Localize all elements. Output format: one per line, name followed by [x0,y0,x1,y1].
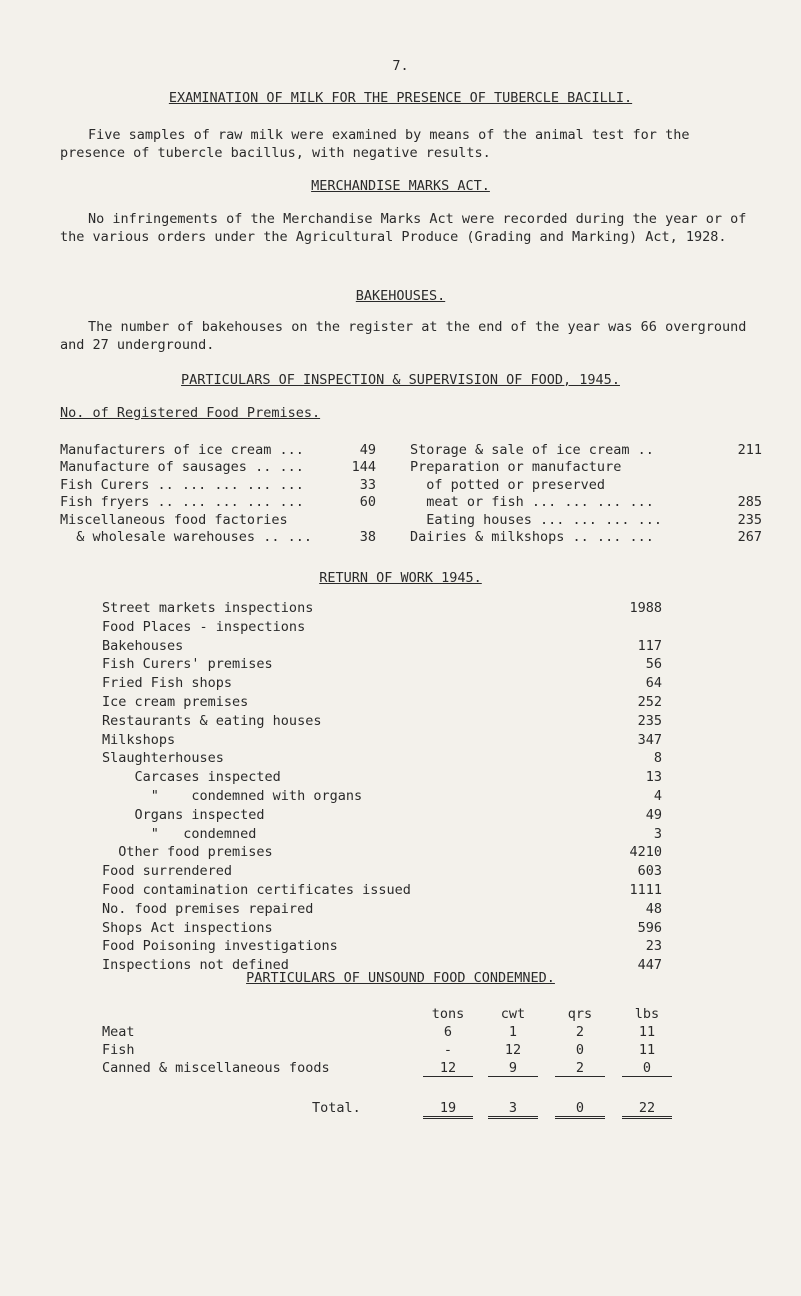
unsound-cell: 0 [575,1042,585,1058]
unsound-cell: 2 [555,1060,605,1077]
unsound-column-header: qrs [567,1006,593,1022]
right-premises-label: Preparation or manufacture [410,459,622,476]
work-row-label: Restaurants & eating houses [102,712,322,729]
left-premises-label: Manufacture of sausages .. ... [60,459,304,476]
return-of-work-heading: RETURN OF WORK 1945. [319,570,482,586]
work-row [102,920,662,938]
unsound-cell: 2 [575,1024,585,1040]
right-premises-label: Eating houses ... ... ... ... [410,511,662,528]
work-row [102,638,662,656]
work-row [102,844,662,862]
left-premises-label: Manufacturers of ice cream ... [60,442,304,458]
work-row [102,938,662,956]
right-premises-value: 235 [737,511,762,528]
work-row [102,901,662,919]
work-row-value: 235 [637,712,662,729]
merchandise-heading: MERCHANDISE MARKS ACT. [311,178,490,194]
work-row [102,713,662,731]
unsound-row-label: Meat [102,1024,135,1040]
left-premises-value: 49 [359,442,376,458]
work-row-label: Organs inspected [102,806,265,823]
unsound-cell: 12 [423,1060,473,1077]
unsound-cell: 1 [508,1024,518,1040]
left-premises-value: 144 [351,459,376,476]
work-row [102,675,662,693]
unsound-column-header: lbs [634,1006,660,1022]
work-row-label: Other food premises [102,844,273,861]
bakehouses-heading: BAKEHOUSES. [355,288,446,304]
work-row-label: " condemned [102,825,257,842]
right-premises-value: 211 [737,442,762,458]
unsound-total-cell: 22 [622,1100,672,1119]
unsound-food-heading: PARTICULARS OF UNSOUND FOOD CONDEMNED. [246,970,555,986]
work-row-label: Food Places - inspections [102,618,306,635]
unsound-cell: - [443,1042,453,1058]
work-row [102,600,662,618]
unsound-row-label: Fish [102,1042,135,1058]
work-row-value: 4210 [629,844,662,861]
work-row-value: 4 [653,788,662,804]
work-row-label: Inspections not defined [102,957,289,974]
work-row-label: No. food premises repaired [102,900,314,917]
unsound-cell: 0 [622,1060,672,1077]
registered-premises-subheading: No. of Registered Food Premises. [60,405,321,421]
work-row [102,826,662,844]
work-row-label: Food Poisoning investigations [102,938,338,955]
work-row-label: Fried Fish shops [102,675,233,692]
work-row [102,619,662,637]
work-row-value: 1111 [629,882,662,898]
left-premises-label: & wholesale warehouses .. ... [60,529,312,545]
particulars-heading: PARTICULARS OF INSPECTION & SUPERVISION OF FOOD, 1945. [181,372,620,388]
work-row-label: Food surrendered [102,863,233,880]
work-row-value: 23 [645,938,662,955]
work-row [102,882,662,900]
left-premises-value: 60 [359,494,376,511]
unsound-total-label: Total. [312,1100,361,1116]
work-row-value: 117 [637,637,662,654]
right-premises-label: of potted or preserved [410,476,606,493]
right-premises-label: meat or fish ... ... ... ... [410,494,654,511]
work-row-label: Slaughterhouses [102,750,224,767]
work-row-value: 603 [637,863,662,880]
work-row-value: 347 [637,731,662,748]
milk-heading: EXAMINATION OF MILK FOR THE PRESENCE OF TUBERCLE BACILLI. [168,90,633,106]
work-row-value: 49 [645,806,662,823]
left-premises-value: 38 [359,529,376,545]
work-row [102,656,662,674]
left-premises-label: Miscellaneous food factories [60,511,288,528]
work-row-label: Fish Curers' premises [102,656,273,673]
unsound-total-cell: 0 [555,1100,605,1119]
work-row-value: 13 [645,769,662,786]
work-row [102,750,662,768]
work-row [102,769,662,787]
left-premises-value: 33 [359,476,376,493]
page-number: 7. [392,58,409,74]
unsound-column-header: tons [431,1006,465,1022]
unsound-cell: 9 [488,1060,538,1077]
work-row-label: Bakehouses [102,637,184,654]
unsound-cell: 11 [638,1024,656,1040]
work-row [102,694,662,712]
unsound-total-cell: 19 [423,1100,473,1119]
work-row-value: 56 [645,656,662,673]
work-row-value: 3 [653,825,662,842]
work-row-value: 1988 [629,600,662,616]
right-premises-label: Storage & sale of ice cream .. [410,442,654,458]
work-row-value: 48 [645,900,662,917]
unsound-column-header: cwt [500,1006,526,1022]
work-row-value: 447 [637,957,662,974]
left-premises-label: Fish Curers .. ... ... ... ... [60,476,304,493]
unsound-row-label: Canned & miscellaneous foods [102,1060,330,1076]
unsound-cell: 6 [443,1024,453,1040]
work-row [102,788,662,806]
work-row-value: 64 [645,675,662,692]
work-row-label: Street markets inspections [102,600,314,616]
work-row [102,863,662,881]
work-row-label: Shops Act inspections [102,919,273,936]
work-row-label: Food contamination certificates issued [102,882,411,898]
work-row-label: Ice cream premises [102,694,249,710]
work-row-label: " condemned with organs [102,788,363,804]
unsound-total-cell: 3 [488,1100,538,1119]
unsound-cell: 11 [638,1042,656,1058]
work-row-label: Milkshops [102,731,176,748]
milk-paragraph: Five samples of raw milk were examined by means of the animal test for the presence of tubercle bacillus, with negative results. [60,127,690,161]
right-premises-value: 285 [737,494,762,511]
work-row [102,732,662,750]
unsound-cell: 12 [504,1042,522,1058]
left-premises-label: Fish fryers .. ... ... ... ... [60,494,304,511]
work-row-label: Carcases inspected [102,769,281,786]
right-premises-label: Dairies & milkshops .. ... ... [410,529,654,545]
bakehouses-paragraph: The number of bakehouses on the register at the end of the year was 66 overground and 27 underground. [60,319,747,353]
work-row [102,807,662,825]
merchandise-paragraph: No infringements of the Merchandise Marks Act were recorded during the year or of the various orders under the Agricultural Produce (Grading and Marking) Act, 1928. [60,211,747,245]
work-row-value: 8 [653,750,662,767]
work-row-value: 252 [637,694,662,710]
work-row-value: 596 [637,919,662,936]
right-premises-value: 267 [737,529,762,545]
